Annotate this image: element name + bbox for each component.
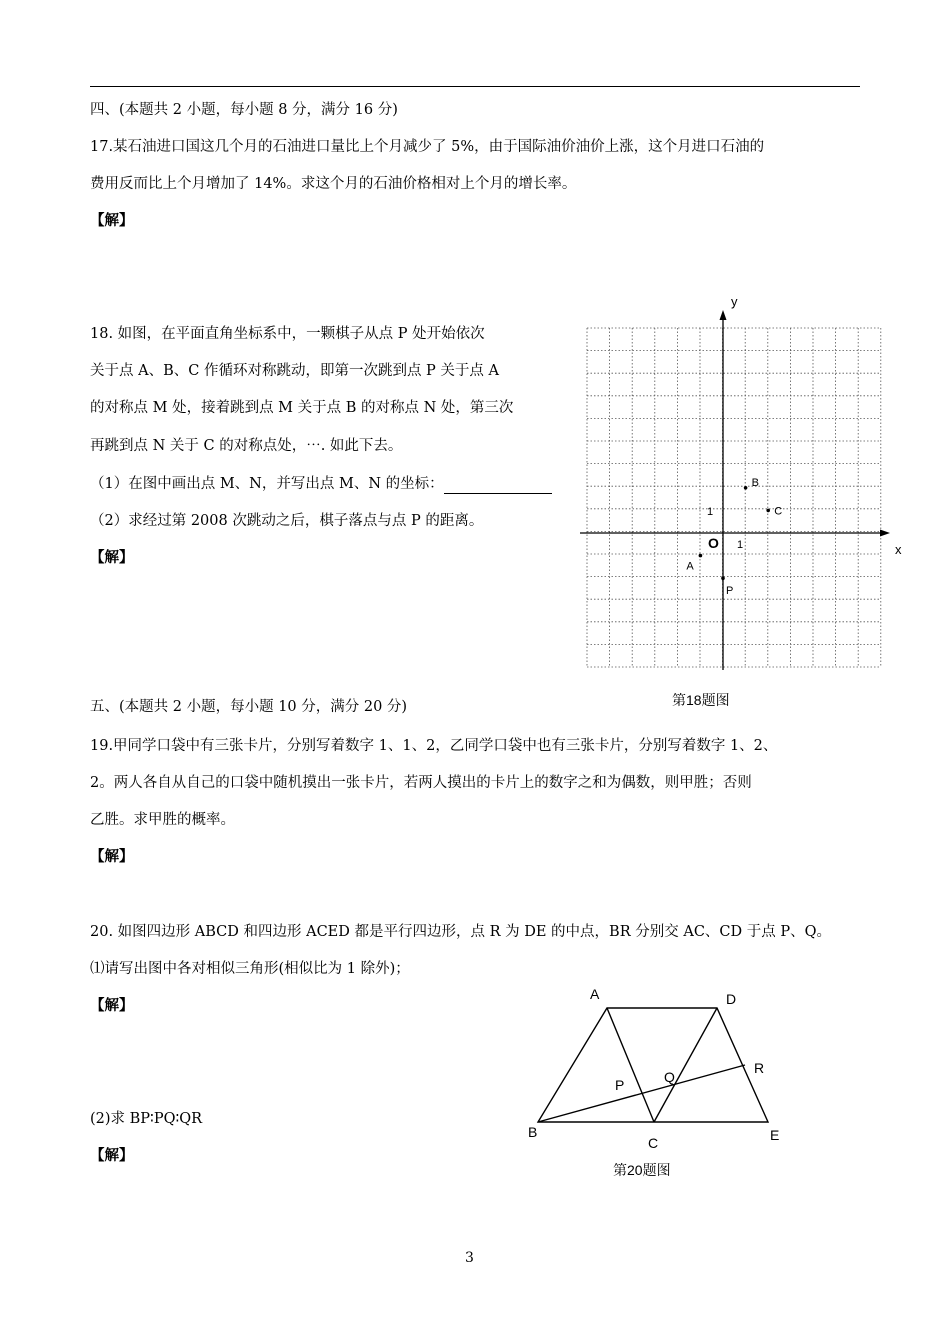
label-Q: Q xyxy=(664,1069,675,1085)
q18-line2: 关于点 A、B、C 作循环对称跳动，即第一次跳到点 P 关于点 A xyxy=(90,363,499,379)
q19-line1: 19.甲同学口袋中有三张卡片，分别写着数字 1、1、2，乙同学口袋中也有三张卡片，分别写着数字 1、2、 xyxy=(90,738,778,754)
q17-line1: 17.某石油进口国这几个月的石油进口量比上个月减少了 5%，由于国际油价油价上涨，这个月进口石油的 xyxy=(90,139,765,155)
label-C: C xyxy=(648,1135,659,1151)
point-label-b: B xyxy=(751,476,759,489)
x-axis-label: x xyxy=(895,542,902,557)
q17-answer-label: 【解】 xyxy=(90,212,134,229)
label-B: B xyxy=(528,1124,538,1140)
section-4-heading: 四、(本题共 2 小题，每小题 8 分，满分 16 分) xyxy=(90,102,398,118)
q20-answer1-label: 【解】 xyxy=(90,997,134,1014)
q18-line4: 再跳到点 N 关于 C 的对称点处，⋯. 如此下去。 xyxy=(90,438,403,454)
figure-18-coordinate-grid xyxy=(580,290,910,680)
point-label-c: C xyxy=(774,505,783,518)
page-number: 3 xyxy=(465,1250,474,1266)
y-tick-label: 1 xyxy=(707,506,714,518)
y-axis-arrow-icon xyxy=(720,310,727,320)
q18-sub1-text: （1）在图中画出点 M、N，并写出点 M、N 的坐标： xyxy=(90,476,444,492)
point-c xyxy=(766,509,770,513)
segment-AC xyxy=(607,1008,654,1122)
point-label-p: P xyxy=(726,585,734,598)
q19-answer-label: 【解】 xyxy=(90,848,134,865)
q18-line1: 18. 如图，在平面直角坐标系中，一颗棋子从点 P 处开始依次 xyxy=(90,326,485,342)
grid-points xyxy=(686,477,782,597)
q19-line2: 2。两人各自从自己的口袋中随机摸出一张卡片，若两人摸出的卡片上的数字之和为偶数，则甲胜；否则 xyxy=(90,775,752,791)
label-D: D xyxy=(726,991,737,1007)
label-P: P xyxy=(615,1077,625,1093)
q20-sub1: ⑴请写出图中各对相似三角形(相似比为 1 除外)； xyxy=(90,961,410,977)
section-5-heading: 五、(本题共 2 小题，每小题 10 分，满分 20 分) xyxy=(90,699,408,715)
figure-20-caption: 第20题图 xyxy=(613,1162,671,1178)
label-R: R xyxy=(754,1060,765,1076)
grid-lines xyxy=(587,328,881,667)
x-tick-label: 1 xyxy=(737,539,744,551)
q18-sub2: （2）求经过第 2008 次跳动之后，棋子落点与点 P 的距离。 xyxy=(90,513,484,529)
q18-answer-label: 【解】 xyxy=(90,549,134,566)
q18-answer-blank[interactable] xyxy=(444,479,552,494)
trapezoid-outline xyxy=(538,1008,768,1122)
origin-label: O xyxy=(708,535,719,551)
label-E: E xyxy=(770,1127,780,1143)
segment-DC xyxy=(654,1008,717,1122)
q18-line3: 的对称点 M 处，接着跳到点 M 关于点 B 的对称点 N 处，第三次 xyxy=(90,400,514,416)
q18-sub1 xyxy=(90,474,552,494)
point-p xyxy=(721,576,725,580)
q20-sub2: (2)求 BP∶PQ∶QR xyxy=(90,1111,203,1127)
point-b xyxy=(744,486,748,490)
label-A: A xyxy=(590,986,600,1002)
header-rule xyxy=(90,86,860,87)
q20-answer2-label: 【解】 xyxy=(90,1147,134,1164)
q19-line3: 乙胜。求甲胜的概率。 xyxy=(90,812,235,828)
figure-20-parallelograms xyxy=(520,985,800,1155)
figure-18-caption: 第18题图 xyxy=(672,692,730,708)
point-a xyxy=(699,554,703,558)
point-label-a: A xyxy=(686,560,694,573)
y-axis-label: y xyxy=(731,294,738,309)
q17-line2: 费用反而比上个月增加了 14%。求这个月的石油价格相对上个月的增长率。 xyxy=(90,176,577,192)
x-axis-arrow-icon xyxy=(880,530,890,537)
segment-BR xyxy=(538,1065,745,1122)
q20-line1: 20. 如图四边形 ABCD 和四边形 ACED 都是平行四边形，点 R 为 DE 的中点，BR 分别交 AC、CD 于点 P、Q。 xyxy=(90,924,831,940)
